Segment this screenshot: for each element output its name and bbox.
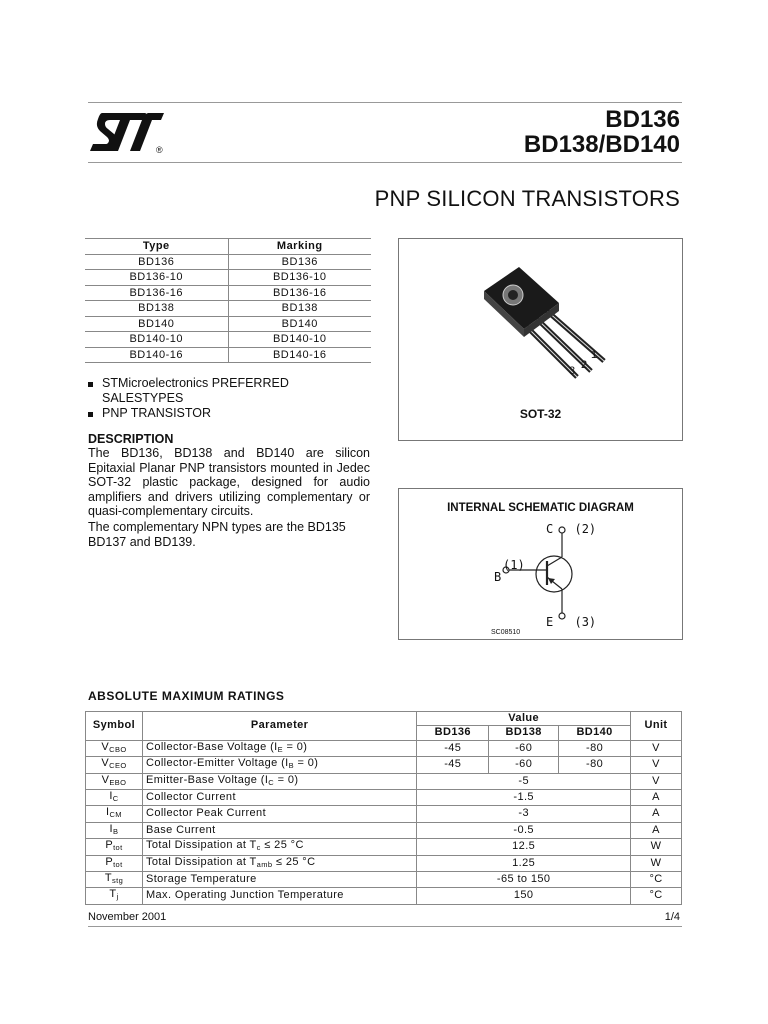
table-row: [86, 740, 682, 756]
symbol-cell: $P_{tot}$: [86, 839, 143, 855]
unit-cell: A: [631, 806, 682, 822]
sot32-package-icon: [469, 259, 619, 389]
table-row: [85, 332, 371, 348]
ratings-heading: ABSOLUTE MAXIMUM RATINGS: [88, 689, 285, 703]
unit-cell: A: [631, 790, 682, 806]
description-heading: DESCRIPTION: [88, 432, 174, 446]
header-bottom-rule: [88, 162, 682, 163]
type-cell: BD138: [85, 301, 228, 317]
table-header-row: [85, 239, 371, 255]
marking-cell: BD140-10: [228, 332, 371, 348]
parameter-cell: Base Current: [142, 822, 416, 838]
table-row: [86, 888, 682, 904]
description-paragraph-2: The complementary NPN types are the BD135 BD137 and BD139.: [88, 519, 346, 549]
marking-header: Marking: [228, 239, 371, 255]
parameter-header: Parameter: [142, 712, 416, 741]
parameter-cell: Emitter-Base Voltage $(I_C = 0)$: [142, 773, 416, 789]
footer-date: November 2001: [88, 911, 167, 923]
table-row: [85, 316, 371, 332]
unit-cell: V: [631, 773, 682, 789]
symbol-header: Symbol: [86, 712, 143, 741]
schematic-code: SC08510: [491, 629, 521, 636]
type-cell: BD136: [85, 254, 228, 270]
ratings-header-row: [86, 712, 682, 726]
pin-label-3: 3: [569, 365, 576, 377]
bullet-icon: [88, 382, 93, 387]
parameter-cell: Collector Peak Current: [142, 806, 416, 822]
unit-cell: A: [631, 822, 682, 838]
table-row: [86, 839, 682, 855]
value-cell: -80: [559, 757, 631, 773]
table-row: [85, 254, 371, 270]
type-cell: BD140-16: [85, 347, 228, 363]
value-cell: 150: [417, 888, 631, 904]
parameter-cell: Total Dissipation at $T_{amb} \le 25$ °C: [142, 855, 416, 871]
parameter-cell: Collector-Emitter Voltage $(I_B = 0)$: [142, 757, 416, 773]
base-letter: B: [494, 570, 502, 584]
table-row: [86, 806, 682, 822]
type-marking-table: [85, 238, 371, 363]
type-header: Type: [85, 239, 228, 255]
footer-rule: [88, 926, 682, 927]
emitter-letter: E: [546, 615, 554, 629]
type-cell: BD136-16: [85, 285, 228, 301]
schematic-box: [398, 488, 683, 640]
value-cell: -45: [417, 757, 489, 773]
value-cell: 1.25: [417, 855, 631, 871]
value-cell: -65 to 150: [417, 872, 631, 888]
value-cell: -60: [489, 757, 559, 773]
description-paragraph-1: The BD136, BD138 and BD140 are silicon Epitaxial Planar PNP transistors mounted in Jedec SOT-32 plastic package, designed for audio amplifiers and drivers utilizing complementary or quasi-complementary circuits.: [88, 446, 370, 519]
unit-cell: W: [631, 855, 682, 871]
value-cell: -1.5: [417, 790, 631, 806]
ratings-table: [85, 711, 682, 905]
feature-list: [88, 376, 317, 422]
value-cell: -5: [417, 773, 631, 789]
value-cell: -3: [417, 806, 631, 822]
marking-cell: BD138: [228, 301, 371, 317]
table-row: [86, 872, 682, 888]
table-row: [86, 773, 682, 789]
type-cell: BD140: [85, 316, 228, 332]
value-header: Value: [417, 712, 631, 726]
table-row: [85, 347, 371, 363]
symbol-cell: $V_{CBO}$: [86, 740, 143, 756]
collector-pin: (2): [574, 522, 597, 536]
marking-cell: BD136-10: [228, 270, 371, 286]
unit-cell: W: [631, 839, 682, 855]
base-pin-label: (1): [503, 558, 525, 572]
marking-cell: BD140: [228, 316, 371, 332]
emitter-label: [546, 615, 596, 629]
part-number-title-1: BD136: [605, 106, 680, 133]
symbol-cell: $P_{tot}$: [86, 855, 143, 871]
table-row: [85, 285, 371, 301]
unit-cell: °C: [631, 872, 682, 888]
bullet-icon: [88, 412, 93, 417]
parameter-cell: Total Dissipation at $T_c \le 25$ °C: [142, 839, 416, 855]
list-item: [88, 406, 317, 421]
table-row: [86, 757, 682, 773]
parameter-cell: Max. Operating Junction Temperature: [142, 888, 416, 904]
value-cell: -60: [489, 740, 559, 756]
parameter-cell: Collector-Base Voltage $(I_E = 0)$: [142, 740, 416, 756]
value-subheader: BD140: [559, 726, 631, 740]
collector-label: [546, 522, 596, 536]
table-row: [86, 822, 682, 838]
parameter-cell: Storage Temperature: [142, 872, 416, 888]
value-cell: 12.5: [417, 839, 631, 855]
symbol-cell: $T_j$: [86, 888, 143, 904]
value-cell: -80: [559, 740, 631, 756]
value-cell: -0.5: [417, 822, 631, 838]
unit-cell: V: [631, 757, 682, 773]
symbol-cell: $I_C$: [86, 790, 143, 806]
marking-cell: BD136: [228, 254, 371, 270]
value-subheader: BD136: [417, 726, 489, 740]
page-subtitle: PNP SILICON TRANSISTORS: [374, 186, 680, 211]
schematic-title: INTERNAL SCHEMATIC DIAGRAM: [447, 502, 634, 514]
value-cell: -45: [417, 740, 489, 756]
pin-label-1: 1: [591, 349, 598, 361]
parameter-cell: Collector Current: [142, 790, 416, 806]
table-row: [85, 301, 371, 317]
registered-mark: ®: [156, 145, 163, 155]
pin-label-2: 2: [581, 359, 588, 371]
emitter-pin: (3): [574, 615, 597, 629]
description-body: [88, 446, 370, 550]
page-number: 1/4: [664, 911, 680, 923]
bullet-text: STMicroelectronics PREFERRED SALESTYPES: [102, 376, 289, 405]
bullet-text: PNP TRANSISTOR: [102, 406, 212, 420]
type-cell: BD140-10: [85, 332, 228, 348]
header-top-rule: [88, 102, 682, 103]
package-box: [398, 238, 683, 441]
unit-cell: V: [631, 740, 682, 756]
value-subheader: BD138: [489, 726, 559, 740]
symbol-cell: $I_B$: [86, 822, 143, 838]
unit-cell: °C: [631, 888, 682, 904]
symbol-cell: $T_{stg}$: [86, 872, 143, 888]
table-row: [86, 855, 682, 871]
package-label: SOT-32: [519, 407, 562, 421]
marking-cell: BD140-16: [228, 347, 371, 363]
table-row: [85, 270, 371, 286]
table-row: [86, 790, 682, 806]
type-cell: BD136-10: [85, 270, 228, 286]
symbol-cell: $I_{CM}$: [86, 806, 143, 822]
collector-letter: C: [546, 522, 554, 536]
symbol-cell: $V_{CEO}$: [86, 757, 143, 773]
marking-cell: BD136-16: [228, 285, 371, 301]
list-item: [88, 376, 317, 405]
unit-header: Unit: [631, 712, 682, 741]
part-number-title-2: BD138/BD140: [523, 131, 680, 158]
symbol-cell: $V_{EBO}$: [86, 773, 143, 789]
